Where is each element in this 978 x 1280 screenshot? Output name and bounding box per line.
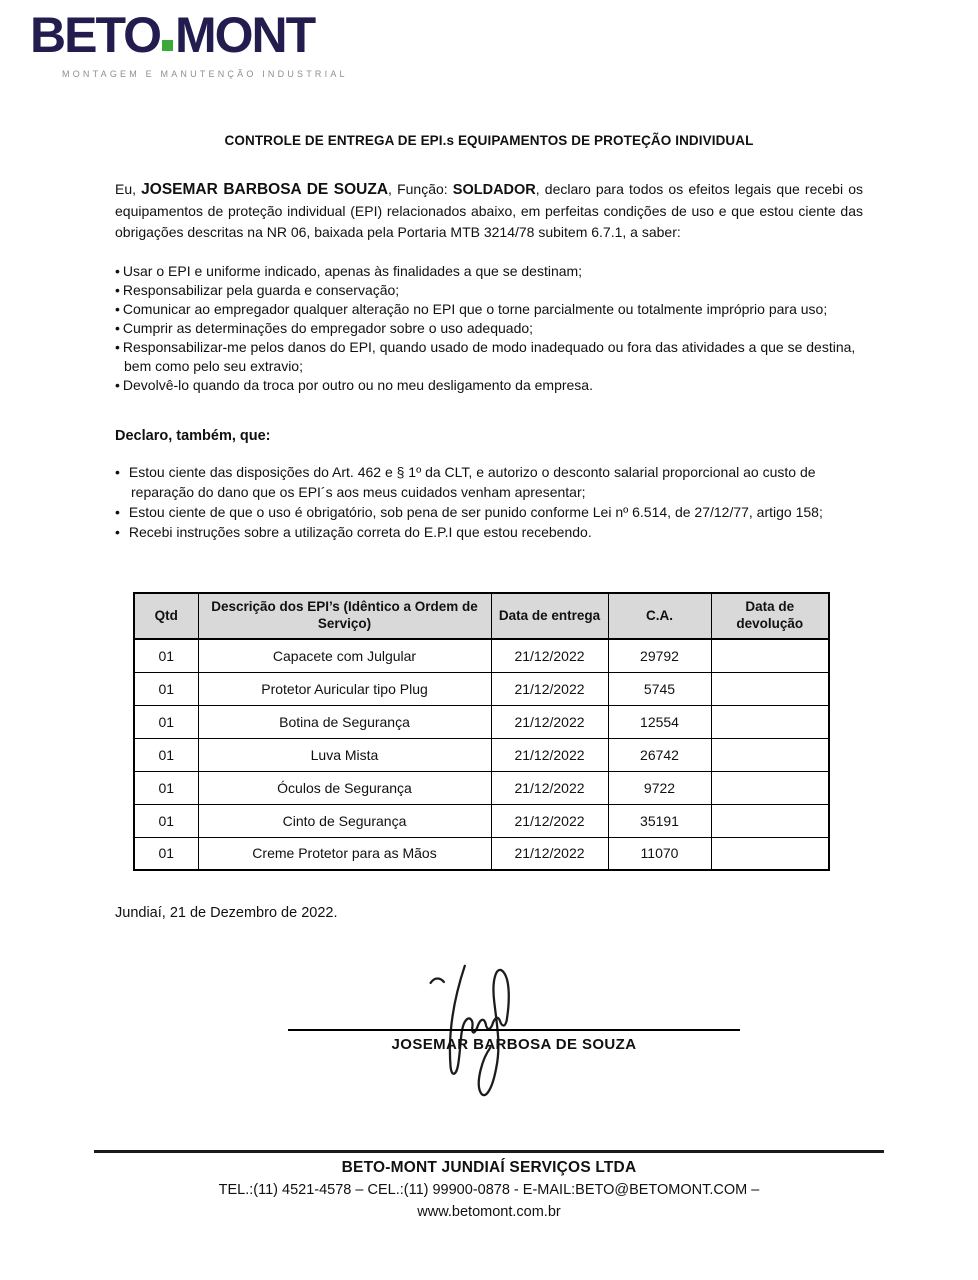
- cell-ca: 29792: [608, 639, 711, 672]
- bullet-icon: •: [115, 301, 120, 317]
- bullet-icon: •: [115, 320, 120, 336]
- signature-line: [288, 1029, 740, 1031]
- cell-qtd: 01: [134, 837, 198, 870]
- cell-data-entrega: 21/12/2022: [491, 738, 608, 771]
- obligation-item-text: Comunicar ao empregador qualquer alteração no EPI que o torne parcialmente ou totalmente impróprio para uso;: [122, 301, 828, 317]
- obligation-item: [115, 338, 867, 376]
- obligation-item-text: Devolvê-lo quando da troca por outro ou no meu desligamento da empresa.: [122, 377, 593, 393]
- cell-data-entrega: 21/12/2022: [491, 672, 608, 705]
- cell-data-entrega: 21/12/2022: [491, 837, 608, 870]
- header-qtd: Qtd: [134, 593, 198, 639]
- company-logo: [30, 7, 348, 79]
- cell-descricao: Cinto de Segurança: [198, 804, 491, 837]
- obligation-item: [115, 300, 867, 319]
- cell-data-devolucao: [711, 672, 829, 705]
- declaration-item: [115, 502, 865, 522]
- bullet-icon: •: [115, 377, 120, 393]
- intro-paragraph: [115, 179, 863, 243]
- cell-qtd: 01: [134, 804, 198, 837]
- obligation-item-text: Usar o EPI e uniforme indicado, apenas às finalidades a que se destinam;: [122, 263, 583, 279]
- cell-data-devolucao: [711, 837, 829, 870]
- cell-ca: 11070: [608, 837, 711, 870]
- obligation-item: [115, 281, 867, 300]
- table-row: [134, 639, 829, 672]
- signature-name: JOSEMAR BARBOSA DE SOUZA: [391, 1036, 637, 1053]
- table-row: [134, 804, 829, 837]
- declaration-item-text: Estou ciente de que o uso é obrigatório, sob pena de ser punido conforme Lei nº 6.514, de 27/12/77, artigo 158;: [128, 504, 823, 520]
- bullet-icon: •: [115, 464, 120, 480]
- bullet-icon: •: [115, 504, 120, 520]
- cell-descricao: Protetor Auricular tipo Plug: [198, 672, 491, 705]
- cell-data-entrega: 21/12/2022: [491, 804, 608, 837]
- logo-text-left: BETO: [30, 7, 160, 63]
- declaration-item: [115, 462, 865, 502]
- cell-qtd: 01: [134, 705, 198, 738]
- table-header-row: [134, 593, 829, 639]
- logo-wordmark: [30, 7, 348, 63]
- table-row: [134, 738, 829, 771]
- header-descricao: Descrição dos EPI’s (Idêntico a Ordem de Serviço): [198, 593, 491, 639]
- epi-table: [133, 592, 830, 871]
- cell-descricao: Creme Protetor para as Mãos: [198, 837, 491, 870]
- cell-qtd: 01: [134, 639, 198, 672]
- cell-ca: 12554: [608, 705, 711, 738]
- intro-prefix: Eu,: [115, 181, 142, 197]
- logo-tagline: MONTAGEM E MANUTENÇÃO INDUSTRIAL: [62, 69, 348, 79]
- obligation-item-text: Responsabilizar-me pelos danos do EPI, quando usado de modo inadequado ou fora das atividades a que se destina, bem como pelo seu extravio;: [122, 339, 856, 374]
- table-row: [134, 672, 829, 705]
- logo-text-right: MONT: [175, 7, 315, 63]
- obligation-item: [115, 376, 867, 395]
- declaro-heading: Declaro, também, que:: [115, 428, 271, 444]
- cell-data-devolucao: [711, 705, 829, 738]
- obligation-item: [115, 319, 867, 338]
- footer-divider: [94, 1150, 884, 1153]
- cell-descricao: Óculos de Segurança: [198, 771, 491, 804]
- cell-descricao: Luva Mista: [198, 738, 491, 771]
- header-data-devolucao: Data de devolução: [711, 593, 829, 639]
- footer-company-name: BETO-MONT JUNDIAÍ SERVIÇOS LTDA: [341, 1159, 637, 1176]
- bullet-icon: •: [115, 263, 120, 279]
- header-data-entrega: Data de entrega: [491, 593, 608, 639]
- obligation-item-text: Cumprir as determinações do empregador sobre o uso adequado;: [122, 320, 534, 336]
- declarations-list: [115, 462, 865, 542]
- cell-data-devolucao: [711, 738, 829, 771]
- obligation-item-text: Responsabilizar pela guarda e conservação;: [122, 282, 400, 298]
- footer-website: www.betomont.com.br: [417, 1204, 561, 1220]
- logo-dot-icon: [162, 40, 173, 51]
- cell-qtd: 01: [134, 771, 198, 804]
- cell-qtd: 01: [134, 672, 198, 705]
- cell-data-devolucao: [711, 771, 829, 804]
- bullet-icon: •: [115, 524, 120, 540]
- employee-name: JOSEMAR BARBOSA DE SOUZA: [141, 181, 389, 198]
- cell-data-entrega: 21/12/2022: [491, 639, 608, 672]
- footer-contacts: TEL.:(11) 4521-4578 – CEL.:(11) 99900-0878 - E-MAIL:BETO@BETOMONT.COM –: [218, 1182, 760, 1198]
- cell-ca: 35191: [608, 804, 711, 837]
- cell-data-entrega: 21/12/2022: [491, 705, 608, 738]
- cell-data-devolucao: [711, 639, 829, 672]
- header-ca: C.A.: [608, 593, 711, 639]
- bullet-icon: •: [115, 282, 120, 298]
- intro-rest: , declaro para todos os efeitos legais que recebi os equipamentos de proteção individual (EPI) relacionados abaixo, em perfeitas condições de uso e que estou ciente das obrigações descritas na NR 06, baixada pela Portaria MTB 3214/78 subitem 6.7.1, a saber:: [115, 181, 863, 240]
- table-row: [134, 705, 829, 738]
- cell-ca: 26742: [608, 738, 711, 771]
- cell-ca: 9722: [608, 771, 711, 804]
- declaration-item-text: Estou ciente das disposições do Art. 462 e § 1º da CLT, e autorizo o desconto salarial proporcional ao custo de reparação do dano que os EPI´s aos meus cuidados venham apresentar;: [128, 464, 816, 500]
- epi-table-container: [133, 592, 830, 871]
- epi-table-body: [134, 639, 829, 870]
- cell-ca: 5745: [608, 672, 711, 705]
- declaration-item-text: Recebi instruções sobre a utilização correta do E.P.I que estou recebendo.: [128, 524, 592, 540]
- bullet-icon: •: [115, 339, 120, 355]
- table-row: [134, 837, 829, 870]
- cell-descricao: Capacete com Julgular: [198, 639, 491, 672]
- obligation-item: [115, 262, 867, 281]
- date-line: Jundiaí, 21 de Dezembro de 2022.: [115, 905, 338, 921]
- cell-data-entrega: 21/12/2022: [491, 771, 608, 804]
- document-title: CONTROLE DE ENTREGA DE EPI.s EQUIPAMENTOS DE PROTEÇÃO INDIVIDUAL: [224, 133, 754, 148]
- table-row: [134, 771, 829, 804]
- employee-role: SOLDADOR: [452, 182, 536, 198]
- cell-data-devolucao: [711, 804, 829, 837]
- cell-descricao: Botina de Segurança: [198, 705, 491, 738]
- declaration-item: [115, 522, 865, 542]
- obligations-list: [115, 262, 867, 395]
- intro-mid: , Função:: [388, 181, 453, 197]
- cell-qtd: 01: [134, 738, 198, 771]
